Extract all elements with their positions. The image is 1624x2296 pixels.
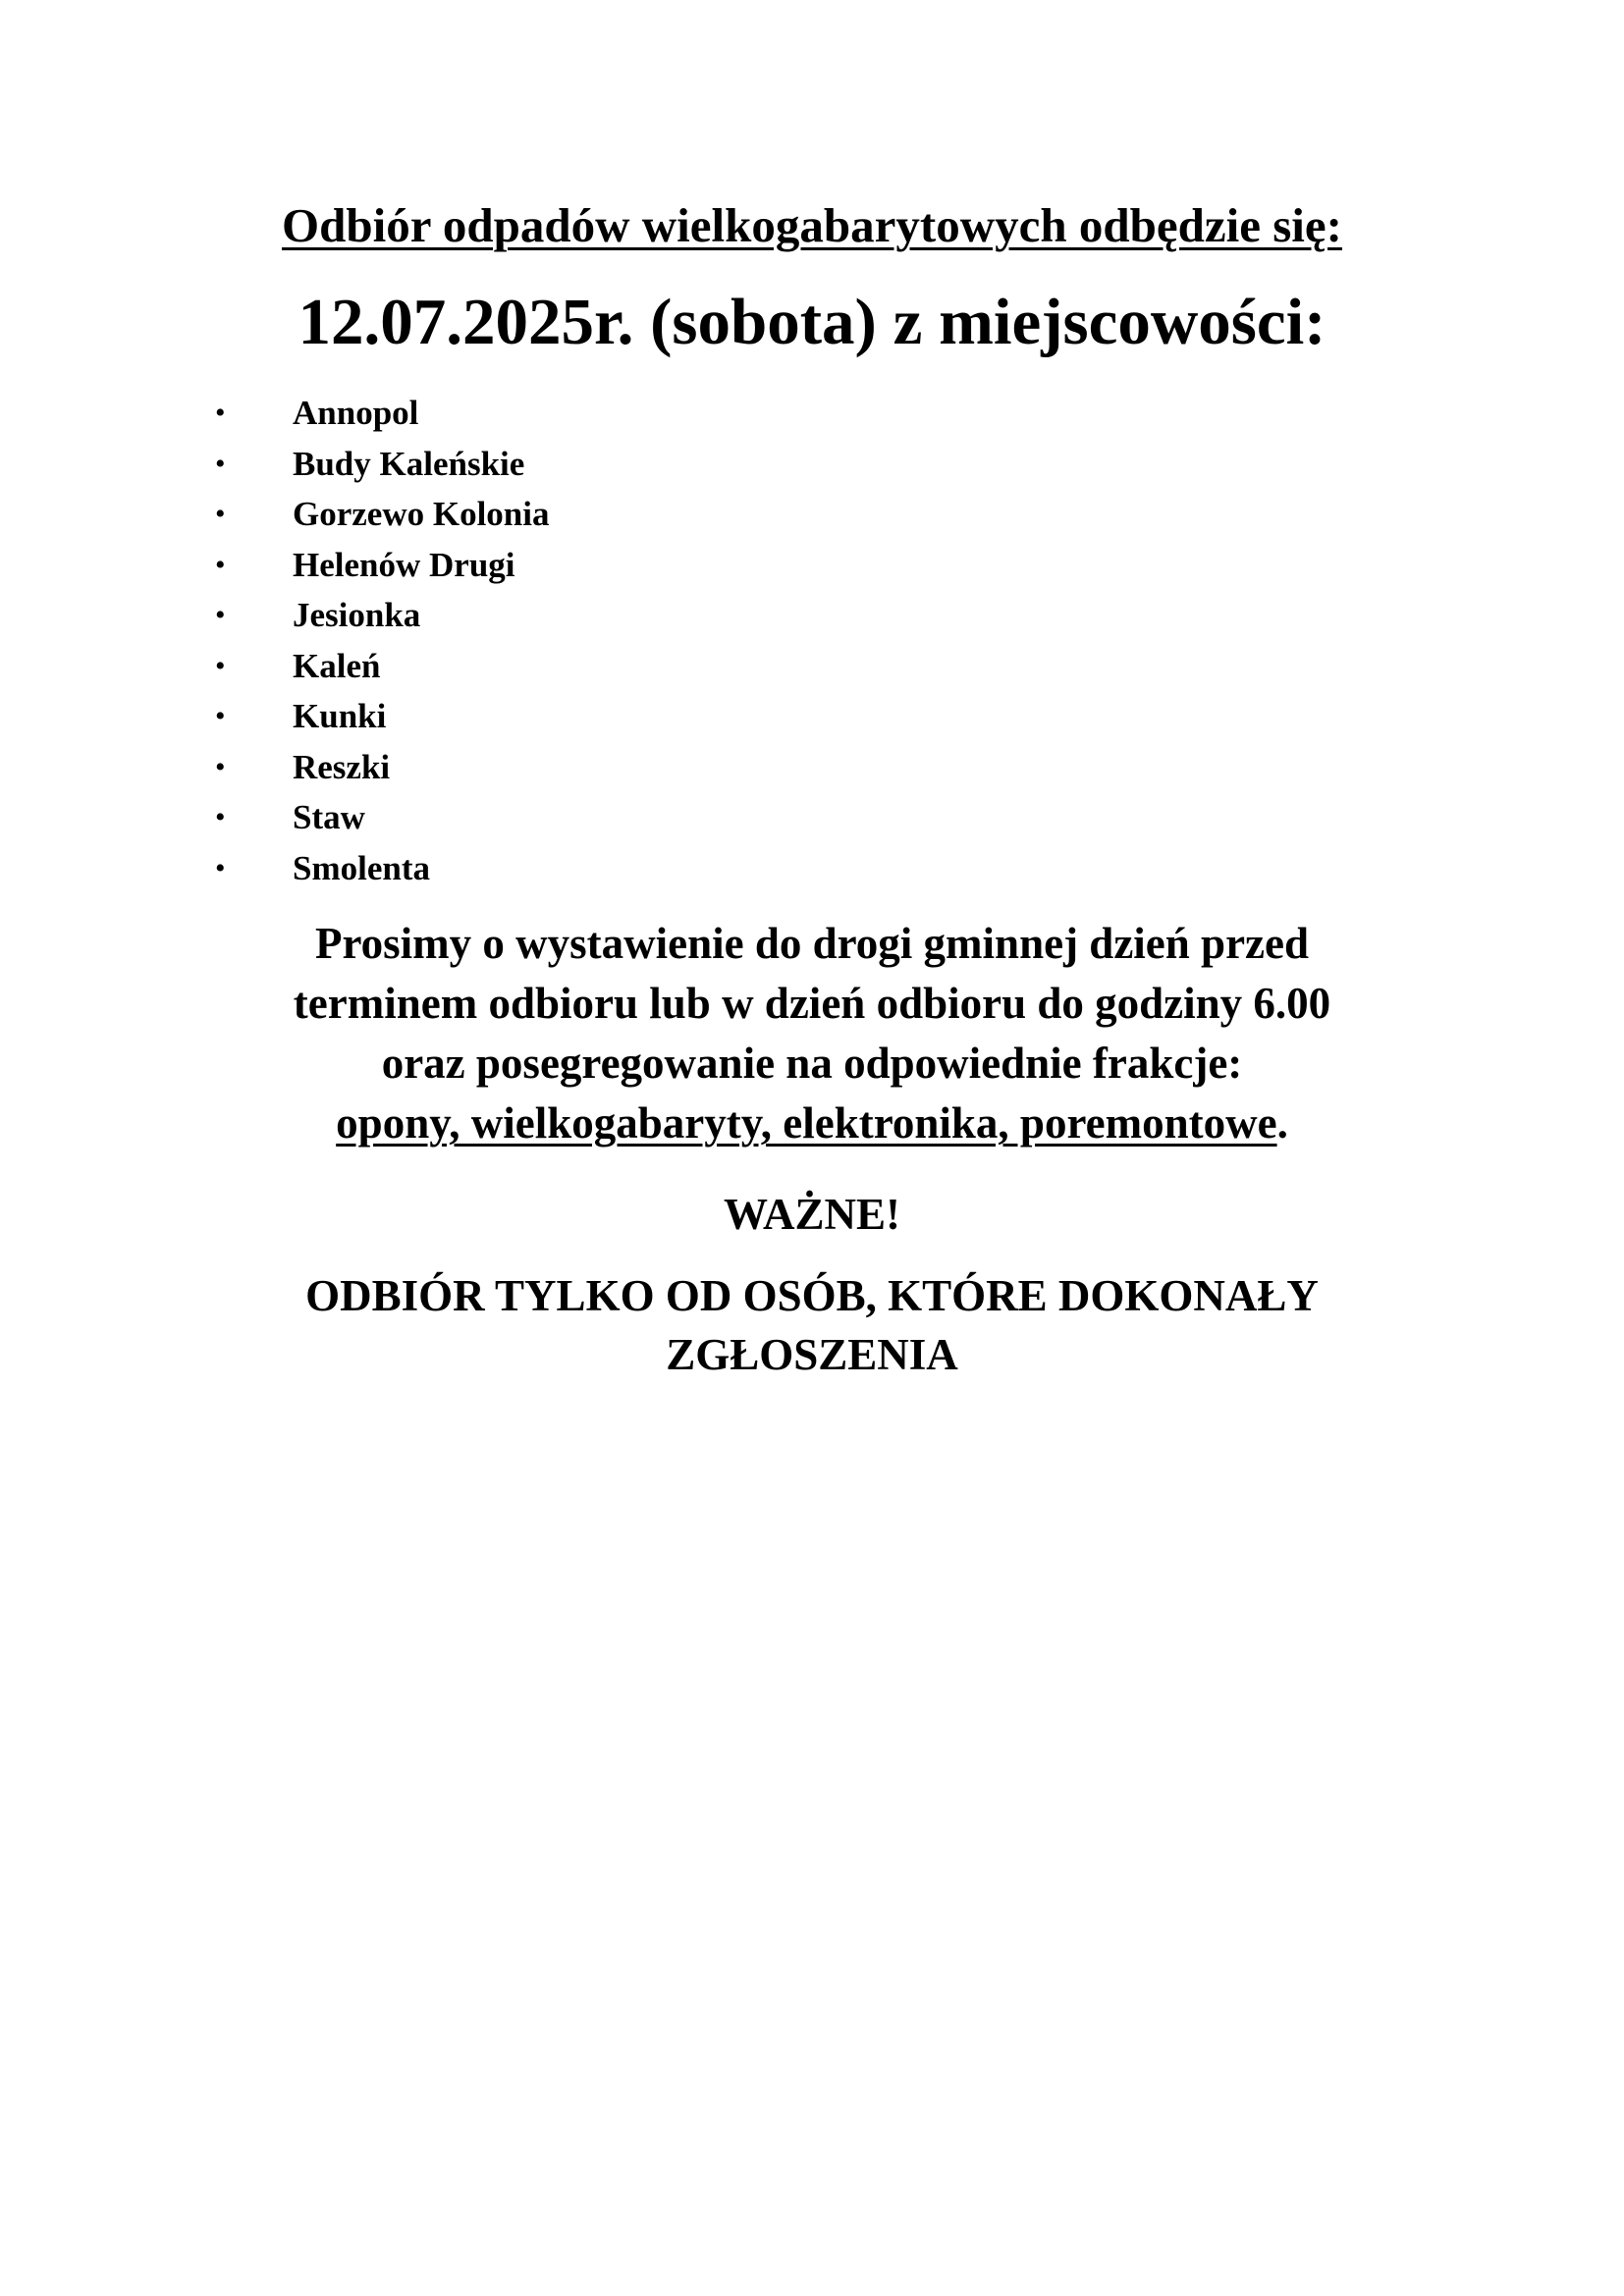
bullet-icon: •: [215, 851, 226, 884]
instructions-line: oraz posegregowanie na odpowiednie frakcje:: [381, 1039, 1243, 1088]
collection-date: 12.07.2025r. (sobota) z miejscowości:: [298, 286, 1326, 358]
bullet-icon: •: [215, 750, 226, 783]
bullet-icon: •: [215, 498, 226, 530]
instructions-line: Prosimy o wystawienie do drogi gminnej dzień przed: [314, 919, 1310, 968]
locality-name: Gorzewo Kolonia: [293, 495, 550, 533]
locality-name: Staw: [293, 798, 365, 836]
bullet-icon: •: [215, 649, 226, 682]
locality-name: Smolenta: [293, 848, 430, 887]
notice-heading: Odbiór odpadów wielkogabarytowych odbędzie się:: [282, 198, 1342, 252]
fractions-list: opony, wielkogabaryty, elektronika, poremontowe: [336, 1098, 1277, 1148]
fractions-period: .: [1276, 1098, 1288, 1148]
locality-name: Jesionka: [293, 596, 421, 634]
locality-name: Helenów Drugi: [293, 545, 515, 584]
locality-name: Kunki: [293, 697, 387, 735]
locality-name: Annopol: [293, 394, 419, 432]
bullet-icon: •: [215, 548, 226, 581]
bullet-icon: •: [215, 801, 226, 833]
instructions-paragraph: [0, 914, 1624, 1153]
locality-name: Budy Kaleńskie: [293, 444, 525, 483]
locality-name: Kaleń: [293, 646, 381, 685]
registration-notice: [0, 1266, 1624, 1384]
locality-name: Reszki: [293, 747, 391, 786]
bullet-icon: •: [215, 447, 226, 480]
fractions-line: [0, 1094, 1624, 1153]
important-label: WAŻNE!: [723, 1190, 901, 1239]
bullet-icon: •: [215, 397, 226, 429]
notice-line: ZGŁOSZENIA: [666, 1330, 958, 1379]
bullet-icon: •: [215, 700, 226, 732]
notice-line: ODBIÓR TYLKO OD OSÓB, KTÓRE DOKONAŁY: [305, 1271, 1319, 1320]
instructions-line: terminem odbioru lub w dzień odbioru do godziny 6.00: [293, 979, 1331, 1028]
bullet-icon: •: [215, 599, 226, 631]
